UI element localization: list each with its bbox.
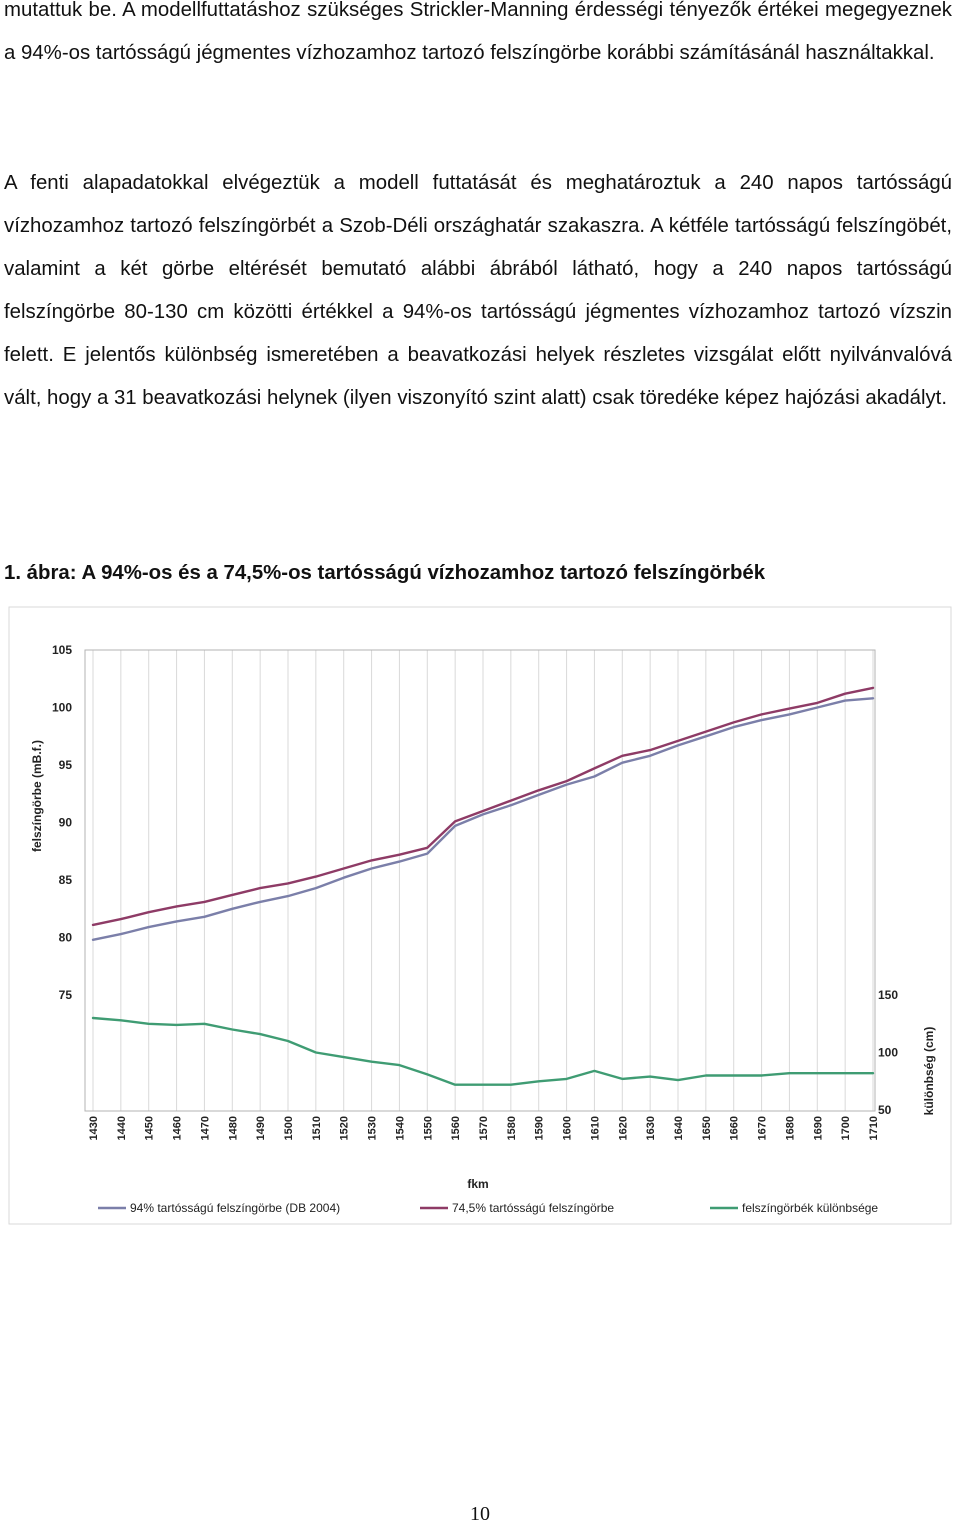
y-tick-label: 95 [58, 758, 72, 772]
x-tick-label: 1450 [143, 1116, 156, 1141]
x-tick-label: 1510 [310, 1116, 323, 1141]
paragraph-continuation: mutattuk be. A modellfuttatáshoz szükséges Strickler-Manning érdességi tényezők értékei megegyeznek a 94%-os tartósságú jégmentes vízhozamhoz tartozó felszíngörbe korábbi számításánál használtakkal. [4, 0, 952, 64]
x-tick-label: 1490 [255, 1116, 268, 1141]
y-tick-label: 80 [58, 930, 72, 945]
x-tick-label: 1530 [366, 1116, 379, 1141]
x-tick-label: 1690 [812, 1116, 825, 1141]
x-tick-label: 1590 [533, 1116, 546, 1141]
x-tick-label: 1660 [728, 1116, 741, 1141]
figure-chart [8, 606, 958, 1226]
y-tick-label: 75 [58, 988, 72, 1002]
y-tick-label: 90 [58, 815, 72, 830]
x-tick-label: 1570 [478, 1116, 490, 1141]
x-tick-label: 1710 [868, 1116, 880, 1141]
legend-label: 74,5% tartósságú felszíngörbe [452, 1201, 615, 1215]
legend [98, 1201, 878, 1215]
x-tick-label: 1640 [673, 1116, 685, 1141]
chart-canvas [8, 606, 958, 1226]
y2-tick-label: 150 [878, 988, 899, 1002]
page-number: 10 [470, 1503, 490, 1525]
x-tick-label: 1500 [283, 1116, 295, 1141]
x-tick-label: 1480 [227, 1116, 240, 1141]
x-axis-label: fkm [467, 1177, 489, 1191]
x-tick-label: 1560 [450, 1116, 463, 1141]
y2-tick-label: 100 [878, 1045, 899, 1060]
x-tick-label: 1470 [199, 1116, 212, 1141]
x-tick-label: 1630 [645, 1116, 658, 1141]
legend-label: 94% tartósságú felszíngörbe (DB 2004) [130, 1201, 341, 1215]
legend-item-94 [98, 1201, 340, 1215]
y-axis-label: felszíngörbe (mB.f.) [30, 739, 44, 853]
y2-tick-label: 50 [878, 1103, 892, 1117]
x-tick-label: 1610 [589, 1116, 602, 1141]
x-tick-label: 1700 [840, 1116, 853, 1141]
x-tick-label: 1620 [617, 1116, 630, 1141]
x-tick-label: 1650 [700, 1116, 713, 1141]
x-tick-label: 1680 [784, 1116, 797, 1141]
y-tick-label: 85 [58, 873, 72, 887]
x-tick-label: 1430 [88, 1116, 100, 1141]
x-tick-label: 1550 [422, 1116, 435, 1141]
legend-label: felszíngörbék különbsége [742, 1201, 879, 1215]
x-tick-label: 1600 [561, 1116, 574, 1141]
x-tick-label: 1520 [338, 1116, 351, 1141]
y2-axis-label: különbség (cm) [922, 1026, 936, 1116]
paragraph-results: A fenti alapadatokkal elvégeztük a modell futtatását és meghatároztuk a 240 napos tartósságú vízhozamhoz tartozó felszíngörbét a Szob-Déli országhatár szakaszra. A kétféle tartósságú felszíngöbét, valamint a két görbe eltérését bemutató alábbi ábrából látható, hogy a 240 napos tartósságú felszíngörbe 80-130 cm közötti értékkel a 94%-os tartósságú jégmentes vízhozamhoz tartozó vízszin felett. E jelentős különbség ismeretében a beavatkozási helyek részletes vizsgálat előtt nyilvánvalóvá vált, hogy a 31 beavatkozási helynek (ilyen viszonyító szint alatt) csak töredéke képez hajózási akadályt. [4, 172, 952, 409]
x-tick-label: 1540 [394, 1116, 407, 1141]
y-tick-label: 100 [51, 700, 72, 715]
x-tick-label: 1440 [115, 1116, 128, 1141]
x-tick-label: 1460 [171, 1116, 184, 1141]
x-tick-label: 1670 [756, 1116, 769, 1141]
x-tick-label: 1580 [505, 1116, 518, 1141]
figure-caption: 1. ábra: A 94%-os és a 74,5%-os tartósságú vízhozamhoz tartozó felszíngörbék [4, 562, 766, 584]
y-tick-label: 105 [51, 643, 72, 657]
